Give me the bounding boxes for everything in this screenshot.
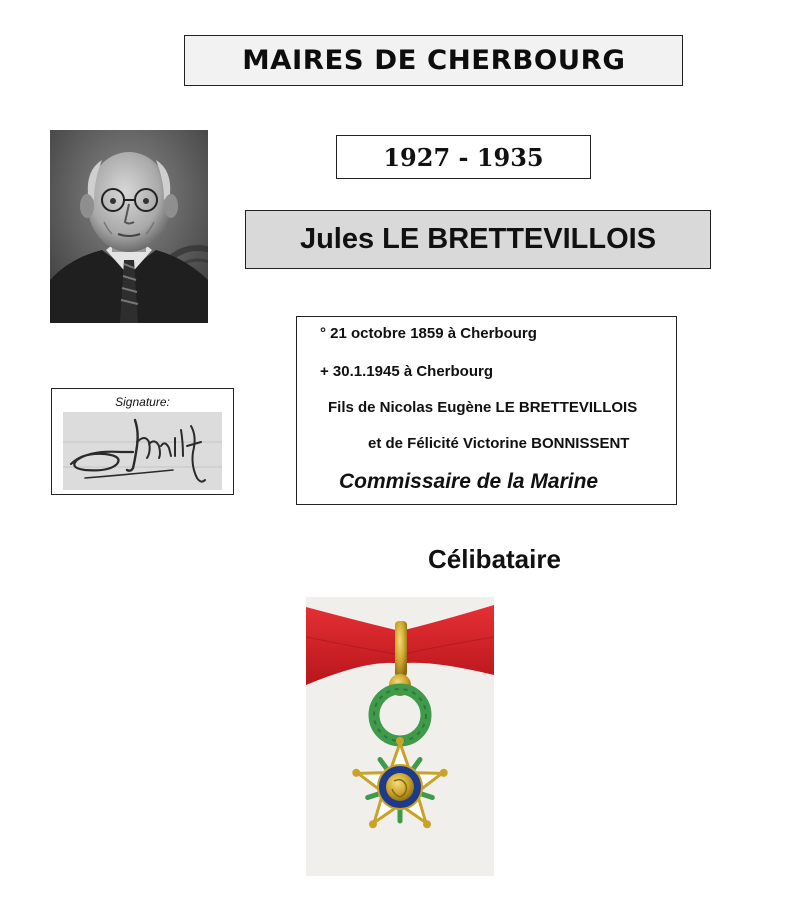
page-title: MAIRES DE CHERBOURG [241,45,626,76]
mother-line: et de Félicité Victorine BONNISSENT [368,435,630,452]
father-line: Fils de Nicolas Eugène LE BRETTEVILLOIS [328,399,638,416]
birth-line: ° 21 octobre 1859 à Cherbourg [320,325,537,342]
term-years: 1927 - 1935 [383,142,544,172]
profession-line: Commissaire de la Marine [339,470,599,493]
legion-of-honour-medal [306,597,494,876]
mayor-name-box [245,210,711,269]
signature-box [51,388,234,495]
mayor-name: Jules LE BRETTEVILLOIS [299,223,657,255]
death-line: + 30.1.1945 à Cherbourg [320,363,493,380]
biography-box [296,316,677,505]
page-title-box [184,35,683,86]
term-years-box [336,135,591,179]
portrait-photo [50,130,208,323]
signature-label: Signature: [115,395,170,409]
marital-status: Célibataire [428,544,561,574]
signature-image [63,412,222,490]
